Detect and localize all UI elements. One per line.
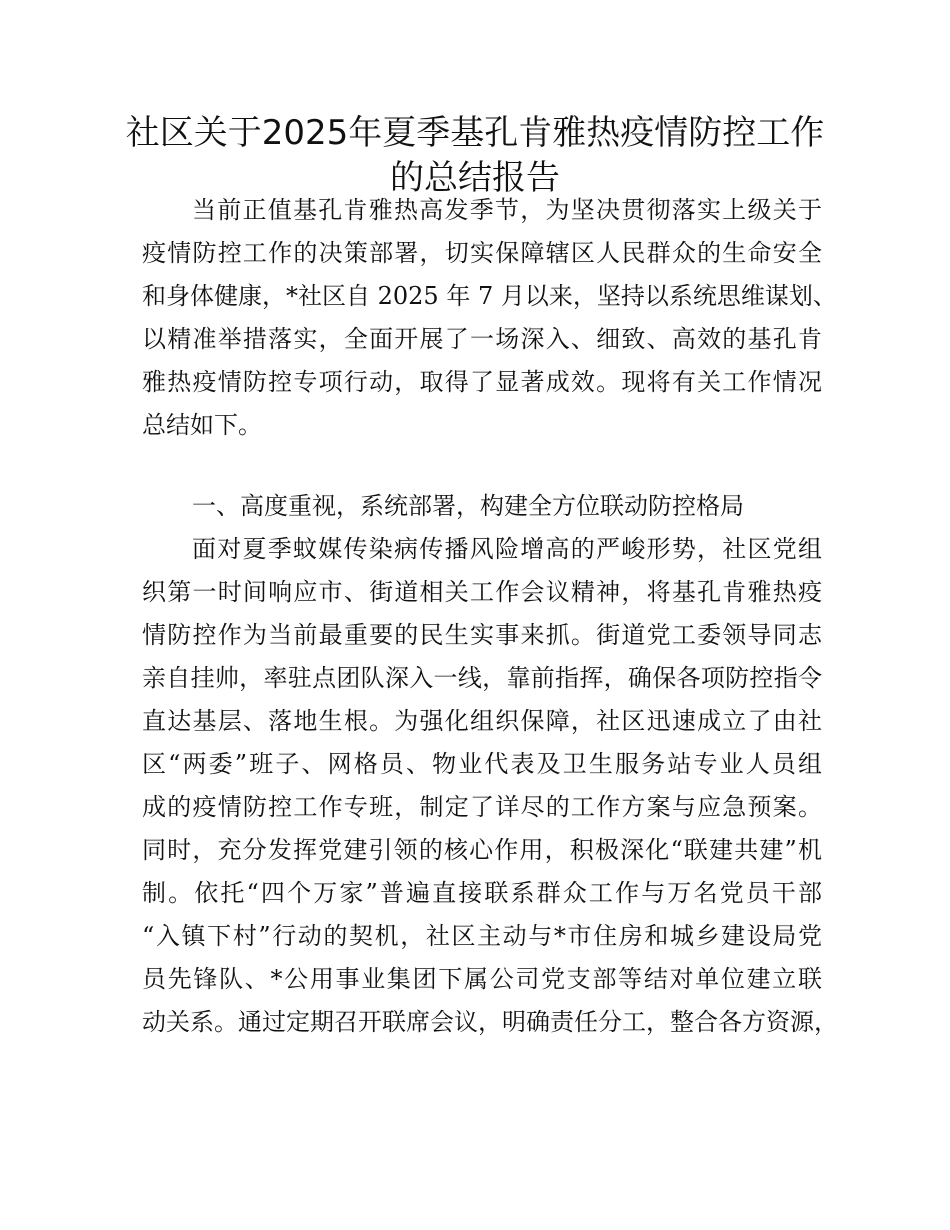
text-line: 亲自挂帅，率驻点团队深入一线，靠前指挥，确保各项防控指令: [142, 664, 822, 692]
document-title-line-2: 的总结报告: [390, 158, 560, 198]
text-line: 织第一时间响应市、街道相关工作会议精神，将基孔肯雅热疫: [142, 578, 822, 606]
document-title-line-1: 社区关于2025年夏季基孔肯雅热疫情防控工作: [125, 113, 825, 153]
text-line: 区“两委”班子、网格员、物业代表及卫生服务站专业人员组: [142, 750, 822, 778]
text-line: 同时，充分发挥党建引领的核心作用，积极深化“联建共建”机: [142, 836, 822, 864]
text-line: 以精准举措落实，全面开展了一场深入、细致、高效的基孔肯: [142, 325, 822, 353]
text-line: 和身体健康，*社区自 2025 年 7 月以来，坚持以系统思维谋划、: [142, 282, 837, 310]
text-line: 动关系。通过定期召开联席会议，明确责任分工，整合各方资源，: [142, 1008, 838, 1036]
text-line: 疫情防控工作的决策部署，切实保障辖区人民群众的生命安全: [142, 239, 822, 267]
text-line: 员先锋队、*公用事业集团下属公司党支部等结对单位建立联: [142, 965, 822, 993]
section-heading-1: 一、高度重视，系统部署，构建全方位联动防控格局: [192, 492, 744, 520]
text-line: 制。依托“四个万家”普遍直接联系群众工作与万名党员干部: [142, 879, 822, 907]
text-line: 成的疫情防控工作专班，制定了详尽的工作方案与应急预案。: [142, 793, 822, 821]
text-line: 雅热疫情防控专项行动，取得了显著成效。现将有关工作情况: [142, 368, 822, 396]
text-line: 面对夏季蚊媒传染病传播风险增高的严峻形势，社区党组: [192, 535, 822, 563]
text-line: 当前正值基孔肯雅热高发季节，为坚决贯彻落实上级关于: [192, 196, 822, 224]
text-line: “入镇下村”行动的契机，社区主动与*市住房和城乡建设局党: [142, 922, 822, 950]
text-line: 情防控作为当前最重要的民生实事来抓。街道党工委领导同志: [142, 621, 822, 649]
text-line: 总结如下。: [142, 411, 262, 439]
text-line: 直达基层、落地生根。为强化组织保障，社区迅速成立了由社: [142, 707, 822, 735]
